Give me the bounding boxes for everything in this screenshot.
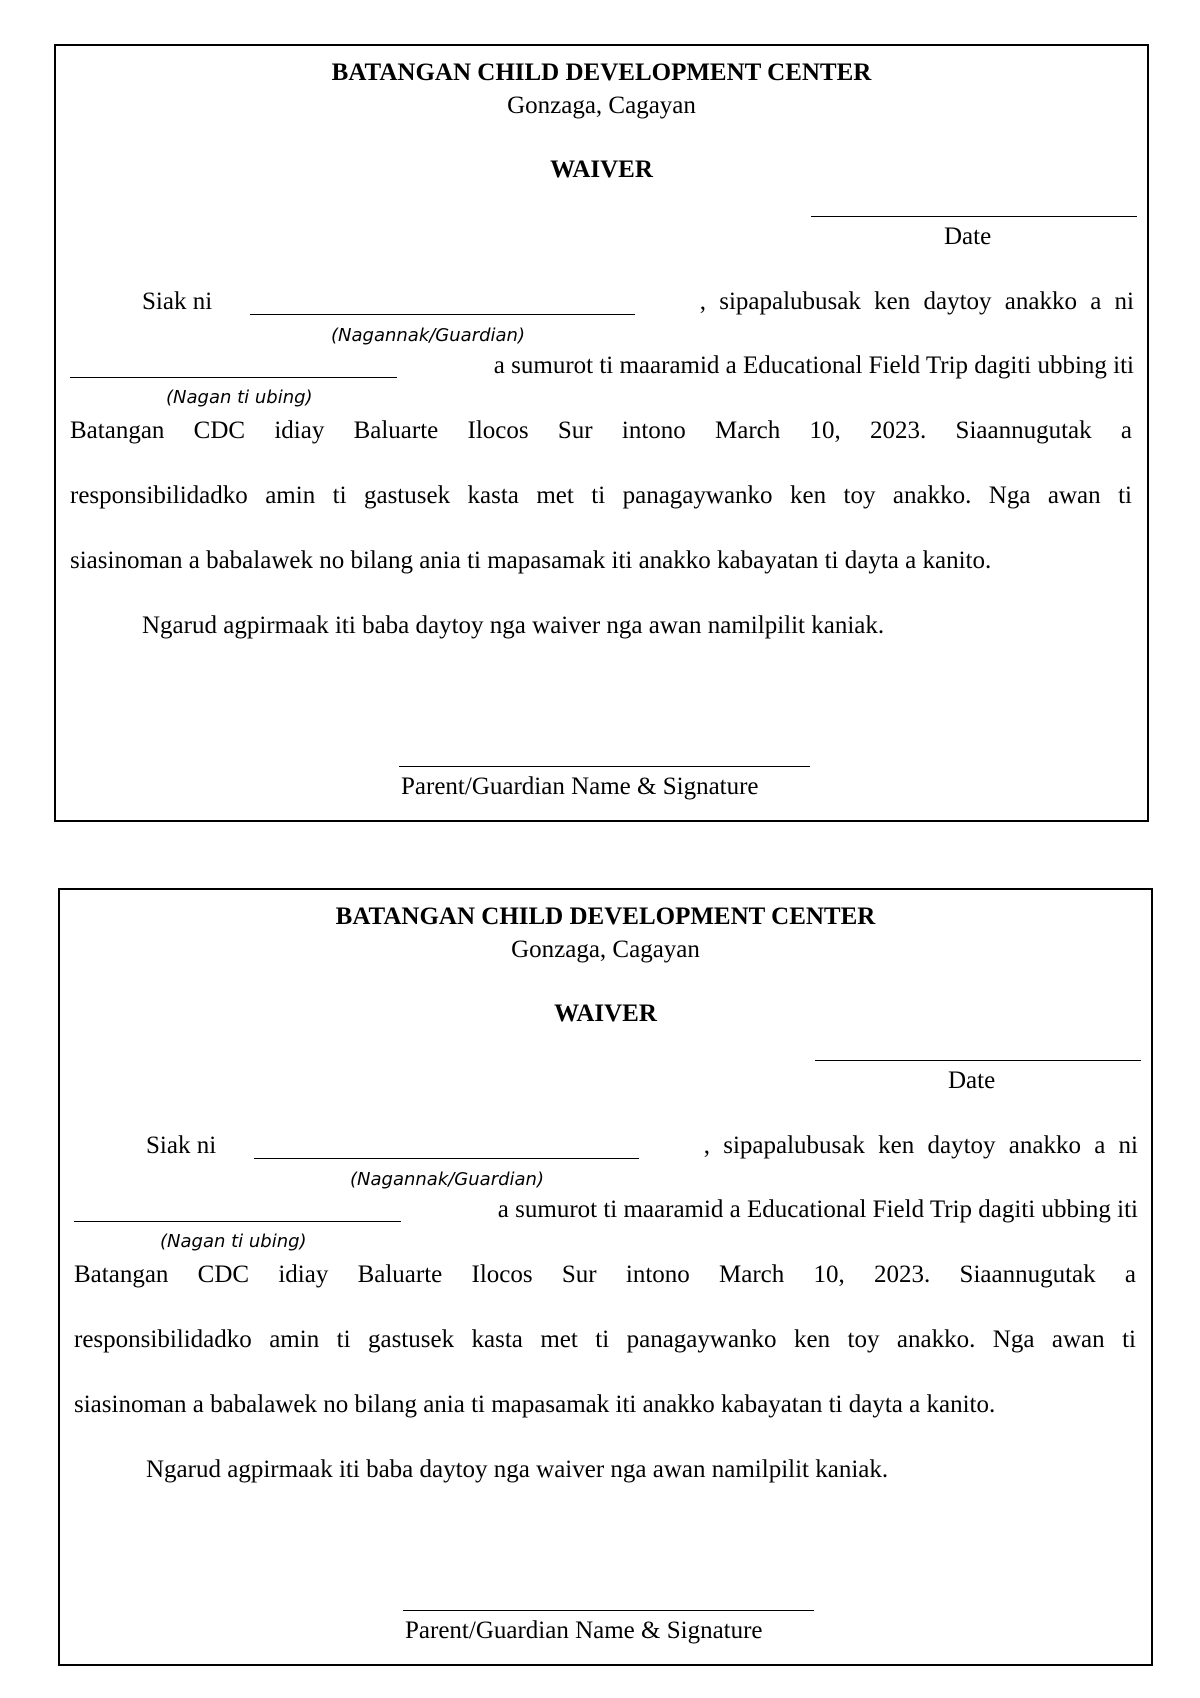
- date-label: Date: [948, 1067, 996, 1094]
- paragraph-line-5: siasinoman a babalawek no bilang ania ti mapasamak iti anakko kabayatan ti dayta a kanito.: [70, 547, 992, 574]
- child-name-line[interactable]: [70, 377, 397, 378]
- parent-name-line[interactable]: [254, 1158, 639, 1159]
- school-name: BATANGAN CHILD DEVELOPMENT CENTER: [335, 903, 876, 930]
- siak-ni-label: Siak ni: [146, 1132, 217, 1159]
- parent-caption: (Nagannak/Guardian): [331, 325, 525, 346]
- paragraph-line-4: responsibilidadko amin ti gastusek kasta met ti panagaywanko ken toy anakko. Nga awan ti: [74, 1326, 1136, 1353]
- paragraph-line-3: Batangan CDC idiay Baluarte Ilocos Sur intono March 10, 2023. Siaannugutak a: [70, 417, 1132, 444]
- signature-label: Parent/Guardian Name & Signature: [405, 1617, 763, 1644]
- closing-statement: Ngarud agpirmaak iti baba daytoy nga waiver nga awan namilpilit kaniak.: [142, 612, 885, 639]
- waiver-form-2: [58, 888, 1153, 1666]
- consent-phrase: , sipapalubusak ken daytoy anakko a ni: [703, 1132, 1138, 1159]
- child-name-line[interactable]: [74, 1221, 401, 1222]
- signature-line[interactable]: [403, 1610, 814, 1611]
- waiver-form-1: [54, 44, 1149, 822]
- consent-phrase: , sipapalubusak ken daytoy anakko a ni: [699, 288, 1134, 315]
- date-line[interactable]: [815, 1060, 1141, 1061]
- siak-ni-label: Siak ni: [142, 288, 213, 315]
- date-label: Date: [944, 223, 992, 250]
- paragraph-line-3: Batangan CDC idiay Baluarte Ilocos Sur intono March 10, 2023. Siaannugutak a: [74, 1261, 1136, 1288]
- school-name: BATANGAN CHILD DEVELOPMENT CENTER: [331, 59, 872, 86]
- signature-label: Parent/Guardian Name & Signature: [401, 773, 759, 800]
- waiver-title: WAIVER: [554, 1000, 657, 1027]
- school-location: Gonzaga, Cagayan: [507, 92, 696, 119]
- child-caption: (Nagan ti ubing): [160, 1231, 307, 1252]
- child-caption: (Nagan ti ubing): [166, 387, 313, 408]
- closing-statement: Ngarud agpirmaak iti baba daytoy nga waiver nga awan namilpilit kaniak.: [146, 1456, 889, 1483]
- paragraph-line-5: siasinoman a babalawek no bilang ania ti mapasamak iti anakko kabayatan ti dayta a kanito.: [74, 1391, 996, 1418]
- field-trip-phrase: a sumurot ti maaramid a Educational Field Trip dagiti ubbing iti: [493, 352, 1134, 379]
- signature-line[interactable]: [399, 766, 810, 767]
- field-trip-phrase: a sumurot ti maaramid a Educational Field Trip dagiti ubbing iti: [497, 1196, 1138, 1223]
- paragraph-line-4: responsibilidadko amin ti gastusek kasta met ti panagaywanko ken toy anakko. Nga awan ti: [70, 482, 1132, 509]
- school-location: Gonzaga, Cagayan: [511, 936, 700, 963]
- parent-caption: (Nagannak/Guardian): [350, 1169, 544, 1190]
- date-line[interactable]: [811, 216, 1137, 217]
- waiver-title: WAIVER: [550, 156, 653, 183]
- parent-name-line[interactable]: [250, 314, 635, 315]
